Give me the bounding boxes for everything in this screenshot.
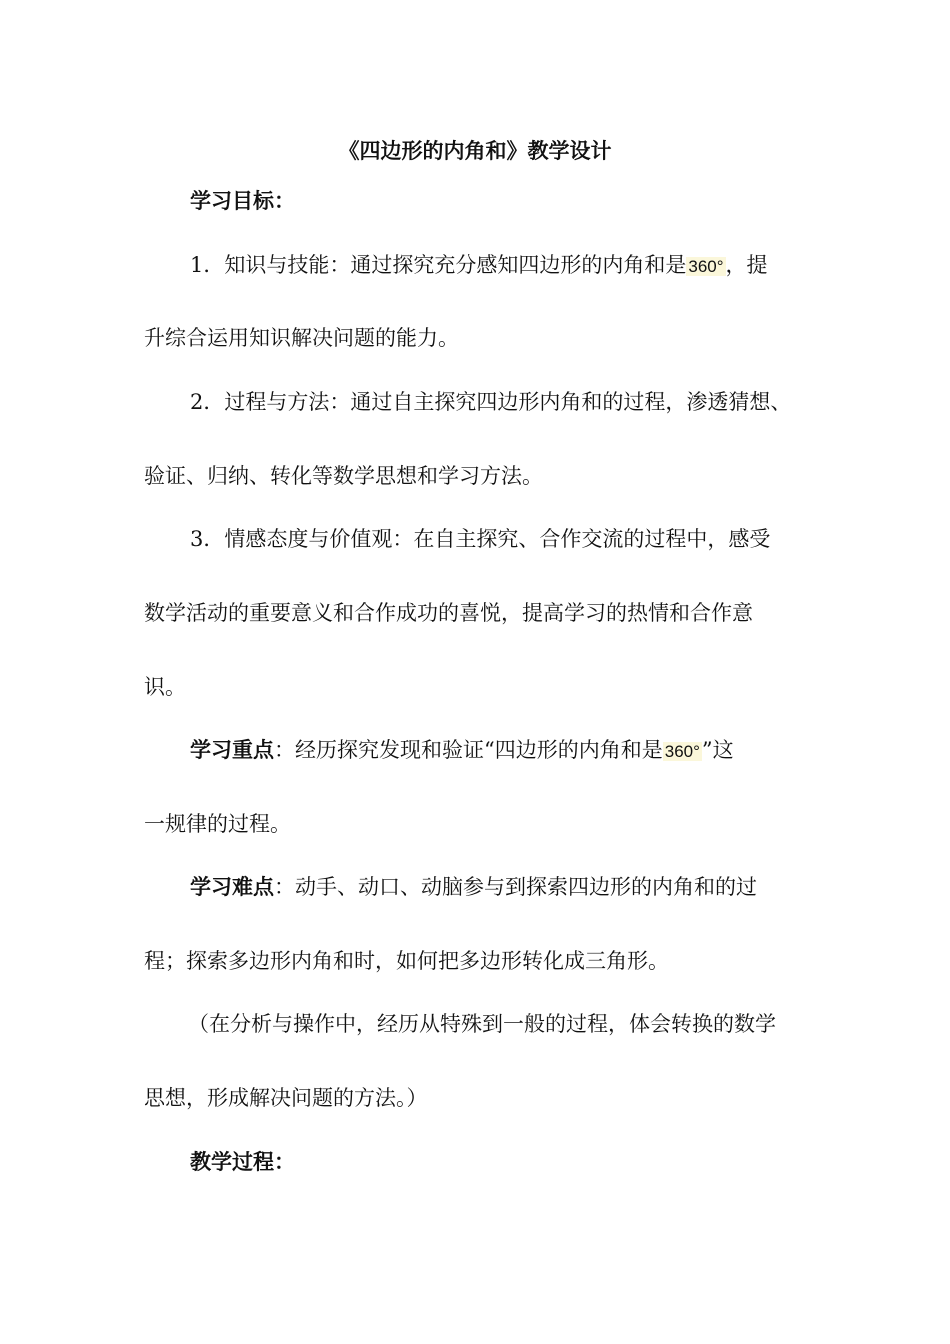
process-heading: 教学过程：	[190, 1149, 295, 1174]
difficulty-line-1	[190, 872, 757, 902]
angle-sum-value: 360°	[688, 257, 724, 276]
difficulty-label: 学习难点	[190, 874, 274, 899]
objective-1-line-1	[190, 250, 768, 282]
objective-2-line-1: 2．过程与方法：通过自主探究四边形内角和的过程，渗透猜想、	[190, 390, 792, 414]
key-point-angle-value: 360°	[664, 742, 700, 761]
objective-3-line-2: 数学活动的重要意义和合作成功的喜悦，提高学习的热情和合作意	[144, 601, 753, 625]
objective-3-line-3: 识。	[144, 675, 186, 699]
objectives-heading: 学习目标：	[190, 188, 295, 213]
key-point-line-1	[190, 735, 734, 767]
difficulty-line-2: 程；探索多边形内角和时，如何把多边形转化成三角形。	[144, 949, 669, 973]
document-title: 《四边形的内角和》教学设计	[338, 138, 612, 163]
objective-1-line-2: 升综合运用知识解决问题的能力。	[144, 326, 459, 350]
key-point-text-end: ”这	[701, 738, 734, 762]
key-point-label: 学习重点	[190, 737, 274, 762]
key-point-line-2: 一规律的过程。	[144, 812, 291, 836]
objective-1-suffix: ，提	[725, 253, 768, 277]
note-line-1: （在分析与操作中，经历从特殊到一般的过程，体会转换的数学	[188, 1012, 776, 1036]
objective-1-text: 1．知识与技能：通过探究充分感知四边形的内角和是	[190, 253, 687, 277]
objective-3-line-1: 3．情感态度与价值观：在自主探究、合作交流的过程中，感受	[190, 527, 771, 551]
difficulty-text: ：动手、动口、动脑参与到探索四边形的内角和的过	[274, 875, 757, 899]
note-line-2: 思想，形成解决问题的方法。）	[144, 1086, 428, 1110]
key-point-text: ：经历探究发现和验证“四边形的内角和是	[274, 738, 663, 762]
objective-2-line-2: 验证、归纳、转化等数学思想和学习方法。	[144, 464, 543, 488]
